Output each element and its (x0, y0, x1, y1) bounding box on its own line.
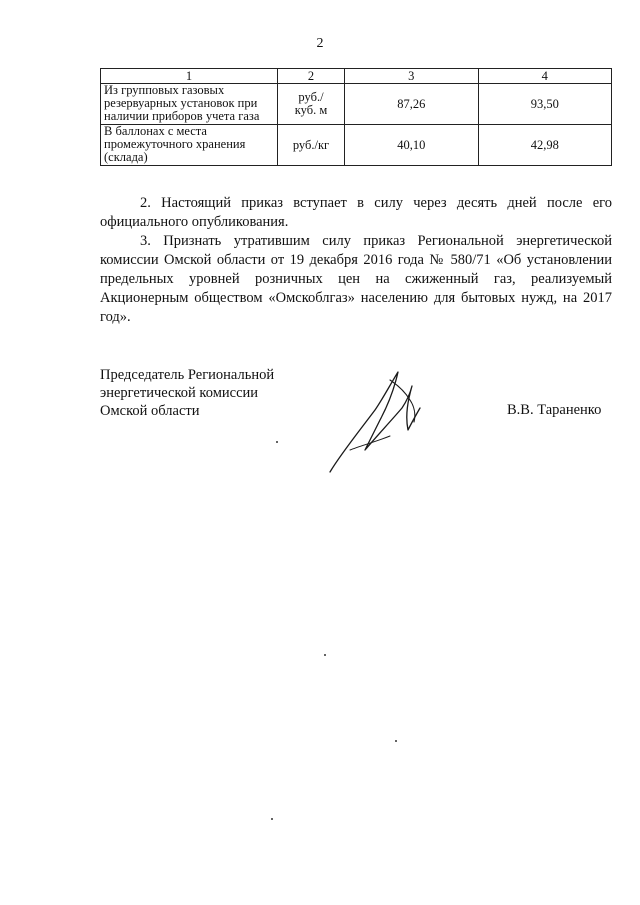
column-header: 4 (478, 69, 612, 84)
scan-speck (276, 441, 278, 443)
scan-speck (324, 654, 326, 656)
paragraph-effective-date: 2. Настоящий приказ вступает в силу через десять дней после его официального опубликования. (100, 195, 612, 230)
table-header-row (101, 69, 612, 84)
scan-speck (271, 818, 273, 820)
row-unit (278, 84, 345, 125)
price-cell: 93,50 (478, 84, 612, 125)
column-header: 1 (101, 69, 278, 84)
signatory-title-line: Председатель Региональной (100, 367, 275, 383)
row-name: Из групповых газовых резервуарных установок при наличии приборов учета газа (101, 84, 278, 125)
handwritten-signature (320, 360, 440, 480)
row-name: В баллонах с места промежуточного хранения (склада) (101, 125, 278, 166)
price-cell: 42,98 (478, 125, 612, 166)
signatory-title (100, 366, 274, 420)
price-cell: 87,26 (345, 84, 479, 125)
signatory-name: В.В. Тараненко (507, 402, 602, 418)
price-table (100, 68, 612, 166)
signatory-title-line: Омской области (100, 403, 200, 419)
unit-line: куб. м (294, 103, 328, 117)
table-row (101, 84, 612, 125)
column-header: 2 (278, 69, 345, 84)
table-row (101, 125, 612, 166)
signatory-title-line: энергетической комиссии (100, 385, 259, 401)
column-header: 3 (345, 69, 479, 84)
page-number: 2 (316, 36, 324, 51)
scan-speck (395, 740, 397, 742)
paragraph-repeal: 3. Признать утратившим силу приказ Региональной энергетической комиссии Омской области от 19 декабря 2016 года № 580/71 «Об установлении предельных уровней розничных цен на сжиженный газ, реализуемый Акционерным обществом «Омскоблгаз» населению для бытовых нужд, на 2017 год». (100, 233, 612, 325)
unit-line: руб./кг (292, 137, 330, 152)
price-cell: 40,10 (345, 125, 479, 166)
unit-line: руб./ (298, 90, 324, 104)
row-unit (278, 125, 345, 166)
